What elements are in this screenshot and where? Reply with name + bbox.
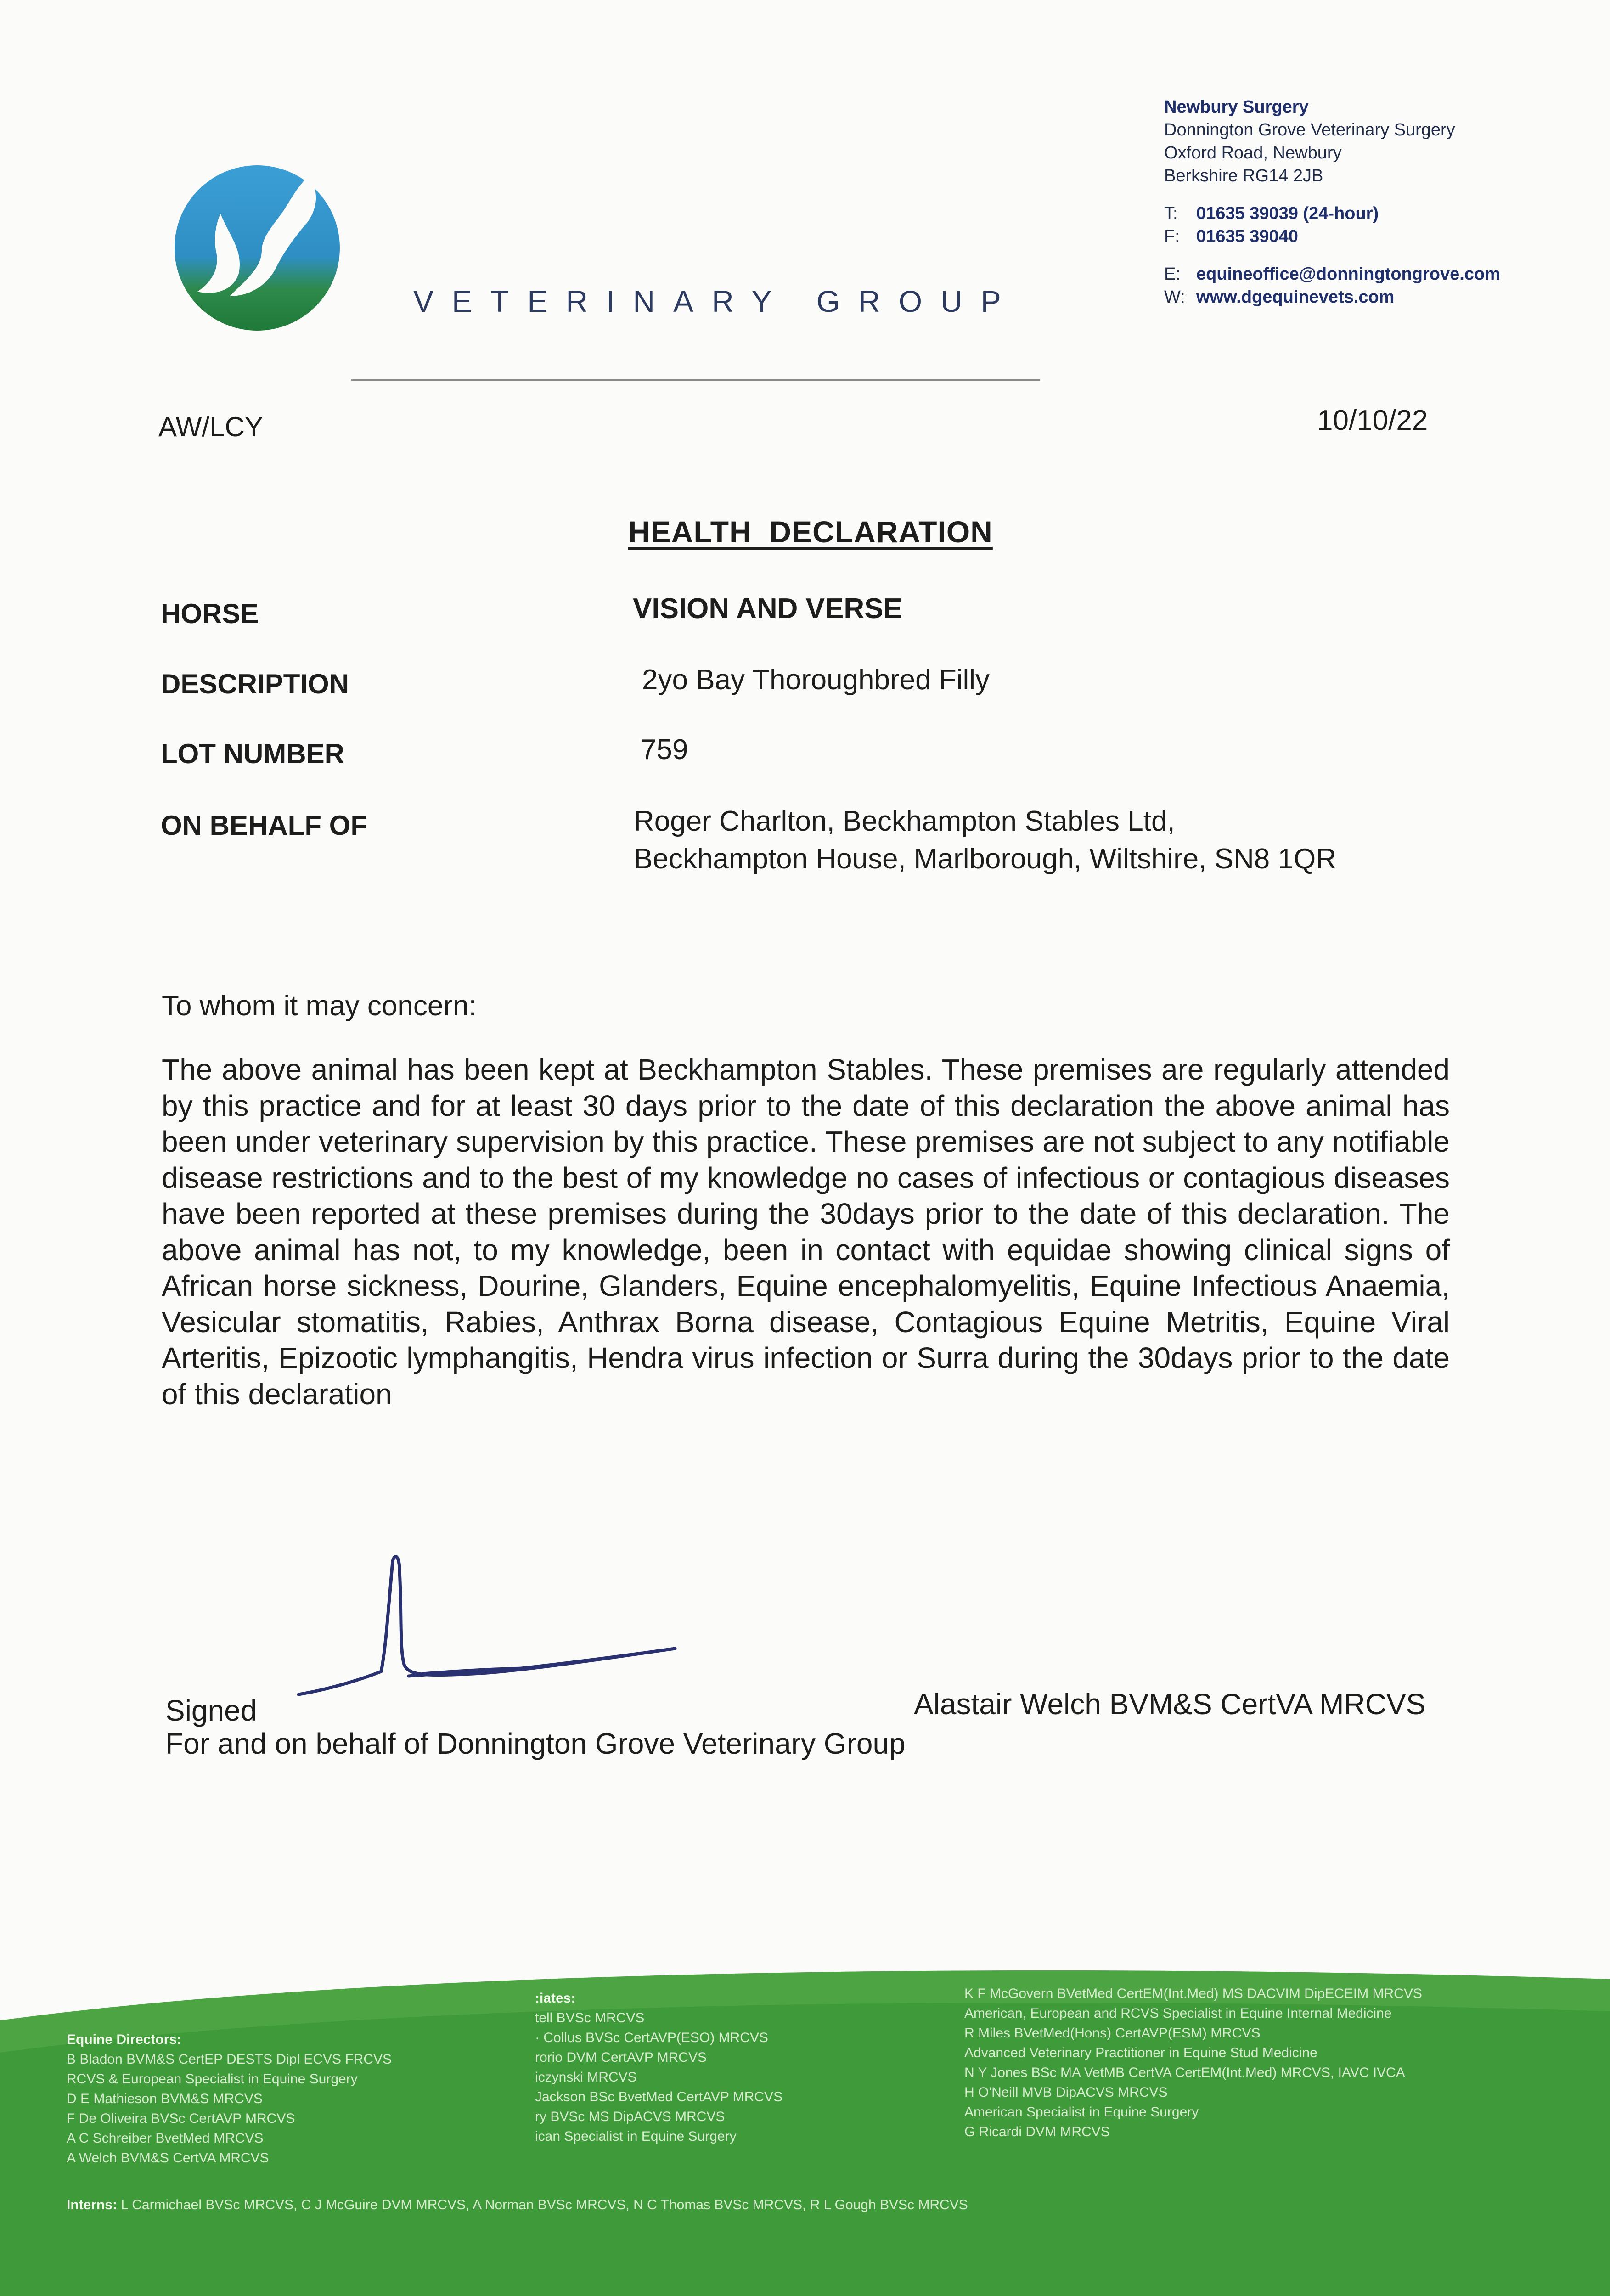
signature-icon — [289, 1543, 684, 1708]
directors-heading: Equine Directors: — [67, 2032, 182, 2047]
logo-icon — [170, 158, 344, 338]
email-label: E: — [1164, 264, 1181, 284]
associate-line: American, European and RCVS Specialist in Equine Internal Medicine — [964, 2006, 1392, 2021]
reference: AW/LCY — [158, 411, 263, 442]
interns-heading: Interns: — [67, 2197, 118, 2212]
associate-line: ry BVSc MS DipACVS MRCVS — [535, 2109, 725, 2124]
director-line: B Bladon BVM&S CertEP DESTS Dipl ECVS FRCVS — [67, 2052, 392, 2067]
on-behalf-line: For and on behalf of Donnington Grove Veterinary Group — [165, 1727, 906, 1760]
field-value-on-behalf-of — [634, 803, 1336, 878]
field-value-lot-number: 759 — [641, 734, 688, 765]
associate-line: Advanced Veterinary Practitioner in Equine Stud Medicine — [964, 2045, 1317, 2060]
director-line: RCVS & European Specialist in Equine Surgery — [67, 2071, 358, 2087]
address-line: Donnington Grove Veterinary Surgery — [1164, 120, 1455, 140]
associate-line: iczynski MRCVS — [535, 2070, 637, 2085]
field-label-on-behalf-of: ON BEHALF OF — [161, 810, 367, 841]
associates-heading: :iates: — [535, 1991, 576, 2006]
address-line: Newbury Surgery — [1164, 97, 1309, 117]
behalf-line: Beckhampton House, Marlborough, Wiltshire, SN8 1QR — [634, 843, 1336, 875]
field-value-description: 2yo Bay Thoroughbred Filly — [642, 664, 990, 696]
field-label-lot-number: LOT NUMBER — [161, 738, 344, 769]
field-label-horse: HORSE — [161, 598, 259, 629]
website: www.dgequinevets.com — [1196, 287, 1395, 307]
declaration-body: The above animal has been kept at Beckhampton Stables. These premises are regularly attended by this practice and for at least 30 days prior to the date of this declaration the above animal has been under veterinary supervision by this practice. These premises are not subject to any notifiable disease restrictions and to the best of my knowledge no cases of infectious or contagious diseases have been reported at these premises during the 30days prior to the date of this declaration. The above animal has not, to my knowledge, been in contact with equidae showing clinical signs of African horse sickness, Dourine, Glanders, Equine encephalomyelitis, Equine Infectious Anaemia, Vesicular stomatitis, Rabies, Anthrax Borna disease, Contagious Equine Metritis, Equine Viral Arteritis, Epizootic lymphangitis, Hendra virus infection or Surra during the 30days prior to the date of this declaration — [162, 1053, 1450, 1411]
associate-line: H O'Neill MVB DipACVS MRCVS — [964, 2085, 1168, 2100]
address-line: Oxford Road, Newbury — [1164, 143, 1342, 163]
associate-line: Jackson BSc BvetMed CertAVP MRCVS — [535, 2089, 783, 2105]
header-divider — [351, 379, 1040, 381]
director-line: A C Schreiber BvetMed MRCVS — [67, 2131, 264, 2146]
footer-directors — [67, 2030, 392, 2168]
fax-label: F: — [1164, 227, 1180, 246]
web-label: W: — [1164, 287, 1185, 307]
address-line: Berkshire RG14 2JB — [1164, 166, 1323, 186]
associate-line: · Collus BVSc CertAVP(ESO) MRCVS — [535, 2030, 768, 2045]
brand-name: VETERINARY GROUP — [413, 284, 1019, 318]
email-address: equineoffice@donningtongrove.com — [1196, 264, 1500, 284]
phone-label: T: — [1164, 204, 1178, 223]
footer-associates — [535, 1988, 782, 2146]
associate-line: R Miles BVetMed(Hons) CertAVP(ESM) MRCVS — [964, 2026, 1261, 2041]
associate-line: K F McGovern BVetMed CertEM(Int.Med) MS DACVIM DipECEIM MRCVS — [964, 1986, 1422, 2001]
associate-line: ican Specialist in Equine Surgery — [535, 2129, 737, 2144]
footer-associates-right — [964, 1984, 1422, 2142]
fax-number: 01635 39040 — [1196, 227, 1298, 246]
contact-block — [1164, 202, 1500, 309]
director-line: D E Mathieson BVM&S MRCVS — [67, 2091, 263, 2106]
director-line: A Welch BVM&S CertVA MRCVS — [67, 2150, 269, 2166]
document-date: 10/10/22 — [1317, 405, 1428, 436]
associate-line: tell BVSc MRCVS — [535, 2010, 645, 2026]
signed-label: Signed — [165, 1694, 257, 1727]
document-title: HEALTH DECLARATION — [628, 515, 993, 549]
associate-line: rorio DVM CertAVP MRCVS — [535, 2050, 707, 2065]
phone-number: 01635 39039 (24-hour) — [1196, 204, 1379, 223]
associate-line: G Ricardi DVM MRCVS — [964, 2124, 1110, 2139]
signatory-name: Alastair Welch BVM&S CertVA MRCVS — [914, 1688, 1426, 1721]
associate-line: American Specialist in Equine Surgery — [964, 2105, 1199, 2120]
field-value-horse: VISION AND VERSE — [633, 593, 902, 625]
field-label-description: DESCRIPTION — [161, 669, 349, 699]
director-line: F De Oliveira BVSc CertAVP MRCVS — [67, 2111, 295, 2126]
associate-line: N Y Jones BSc MA VetMB CertVA CertEM(Int.Med) MRCVS, IAVC IVCA — [964, 2065, 1405, 2080]
behalf-line: Roger Charlton, Beckhampton Stables Ltd, — [634, 805, 1175, 837]
interns-list: L Carmichael BVSc MRCVS, C J McGuire DVM MRCVS, A Norman BVSc MRCVS, N C Thomas BVSc MRCVS, R L Gough BVSc MRCVS — [121, 2197, 968, 2212]
practice-address — [1164, 96, 1455, 187]
greeting: To whom it may concern: — [162, 990, 477, 1022]
footer-interns — [67, 2195, 968, 2215]
